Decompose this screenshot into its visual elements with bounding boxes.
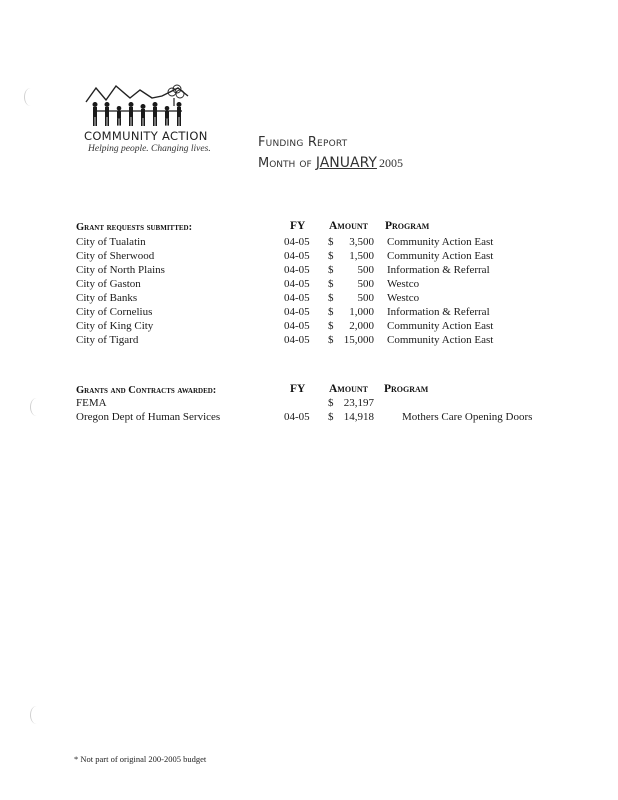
row-name: City of North Plains	[76, 264, 165, 276]
row-fy: 04-05	[284, 278, 310, 290]
row-dollar: $	[328, 292, 334, 304]
grants-awarded-fy-header: FY	[290, 383, 306, 395]
row-amount: 14,918	[343, 411, 374, 423]
row-name: City of King City	[76, 320, 154, 332]
report-month-prefix: Month of	[258, 156, 316, 171]
row-dollar: $	[328, 236, 334, 248]
table-row	[0, 264, 618, 277]
row-fy: 04-05	[284, 250, 310, 262]
row-dollar: $	[328, 320, 334, 332]
row-name: Oregon Dept of Human Services	[76, 411, 221, 423]
row-program: Community Action East	[387, 334, 494, 346]
row-name: City of Tualatin	[76, 236, 146, 248]
row-fy: 04-05	[284, 264, 310, 276]
row-fy: 04-05	[284, 292, 310, 304]
table-row	[0, 411, 618, 424]
logo-tagline: Helping people. Changing lives.	[88, 144, 211, 154]
punch-hole-top	[24, 88, 37, 106]
row-fy: 04-05	[284, 334, 310, 346]
grant-requests-fy-header: FY	[290, 220, 306, 232]
row-program: Westco	[387, 278, 420, 290]
row-amount: 3,500	[349, 236, 374, 248]
row-program: Westco	[387, 292, 420, 304]
table-row	[0, 292, 618, 305]
table-row	[0, 397, 618, 410]
table-row	[0, 278, 618, 291]
logo-org-name: COMMUNITY ACTION	[84, 129, 208, 143]
grants-awarded-amount-header: Amount	[329, 383, 368, 395]
row-amount: 500	[357, 292, 374, 304]
report-title: Funding Report	[258, 135, 348, 150]
row-name: City of Sherwood	[76, 250, 155, 262]
row-dollar: $	[328, 306, 334, 318]
row-amount: 2,000	[349, 320, 374, 332]
grant-requests-amount-header: Amount	[329, 220, 368, 232]
table-row	[0, 236, 618, 249]
table-row	[0, 250, 618, 263]
grants-awarded-program-header: Program	[384, 383, 429, 395]
row-dollar: $	[328, 334, 334, 346]
row-program: Information & Referral	[387, 306, 490, 318]
row-dollar: $	[328, 250, 334, 262]
row-fy: 04-05	[284, 236, 310, 248]
row-name: City of Gaston	[76, 278, 141, 290]
row-amount: 23,197	[343, 397, 374, 409]
row-dollar: $	[328, 411, 334, 423]
row-name: City of Banks	[76, 292, 138, 304]
row-fy: 04-05	[284, 306, 310, 318]
row-fy: 04-05	[284, 411, 310, 423]
row-amount: 15,000	[343, 334, 374, 346]
punch-hole-bottom	[30, 706, 43, 724]
row-dollar: $	[328, 264, 334, 276]
row-name: FEMA	[76, 397, 107, 409]
footnote: * Not part of original 200-2005 budget	[74, 754, 207, 764]
row-program: Mothers Care Opening Doors	[402, 411, 533, 423]
grant-requests-program-header: Program	[385, 220, 430, 232]
grant-requests-header: Grant requests submitted:	[76, 222, 193, 233]
grants-awarded-header: Grants and Contracts awarded:	[76, 385, 217, 396]
table-row	[0, 306, 618, 319]
row-program: Community Action East	[387, 320, 494, 332]
row-dollar: $	[328, 278, 334, 290]
row-amount: 500	[357, 264, 374, 276]
table-row	[0, 334, 618, 347]
row-program: Community Action East	[387, 236, 494, 248]
report-month-line	[258, 155, 403, 171]
community-action-logo	[82, 80, 217, 170]
row-name: City of Cornelius	[76, 306, 153, 318]
logo-people-icon	[82, 80, 217, 130]
report-month: JANUARY	[315, 155, 377, 171]
row-fy: 04-05	[284, 320, 310, 332]
row-amount: 1,500	[349, 250, 374, 262]
report-year: 2005	[378, 156, 403, 170]
row-program: Community Action East	[387, 250, 494, 262]
table-row	[0, 320, 618, 333]
row-name: City of Tigard	[76, 334, 139, 346]
row-amount: 500	[357, 278, 374, 290]
row-dollar: $	[328, 397, 334, 409]
row-amount: 1,000	[349, 306, 374, 318]
row-program: Information & Referral	[387, 264, 490, 276]
